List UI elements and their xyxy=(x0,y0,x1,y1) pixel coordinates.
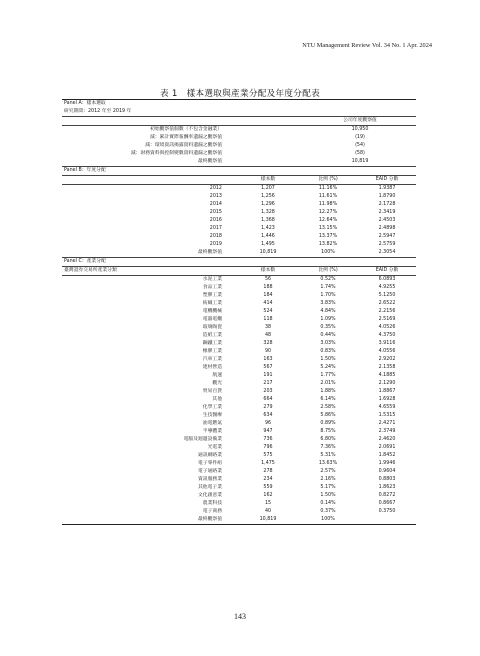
row-eaid: 0.9604 xyxy=(378,469,396,474)
row-percent: 1.74% xyxy=(320,285,336,290)
table-row xyxy=(62,356,416,364)
row-percent: 11.16% xyxy=(318,186,338,191)
row-industry: 其他 xyxy=(212,397,222,402)
row-count: 10,819 xyxy=(259,250,277,255)
row-count: 567 xyxy=(263,365,273,370)
row-value: 10,819 xyxy=(351,159,369,164)
panel-label: Panel C：產業分配 xyxy=(64,259,106,264)
table-row xyxy=(62,460,416,468)
table-row xyxy=(62,500,416,508)
table-row xyxy=(62,468,416,476)
column-header: 比例 (%) xyxy=(318,268,338,273)
row-count: 48 xyxy=(264,333,272,338)
row-count: 1,446 xyxy=(261,234,275,239)
row-count: 15 xyxy=(264,501,272,506)
row-value: (19) xyxy=(355,135,365,140)
row-percent: 3.83% xyxy=(320,301,336,306)
row-industry: 文化創意業 xyxy=(198,493,222,498)
table-row xyxy=(62,404,416,412)
row-percent: 2.57% xyxy=(320,469,336,474)
table-row xyxy=(62,396,416,404)
row-percent: 0.52% xyxy=(320,277,336,282)
row-year: 2018 xyxy=(209,234,222,239)
row-industry: 食品工業 xyxy=(202,285,222,290)
row-industry: 橡膠工業 xyxy=(202,349,222,354)
row-eaid: 5.1250 xyxy=(378,293,396,298)
row-value: (58) xyxy=(355,151,365,156)
table-row xyxy=(62,276,416,284)
panel-c-header xyxy=(62,267,416,276)
row-industry: 化學工業 xyxy=(202,405,222,410)
row-percent: 6.14% xyxy=(320,397,336,402)
table-row xyxy=(62,209,416,217)
row-percent: 13.37% xyxy=(318,234,338,239)
table-row xyxy=(62,193,416,201)
row-count: 1,207 xyxy=(261,186,275,191)
panel-a-header xyxy=(62,117,416,126)
row-percent: 1.70% xyxy=(320,293,336,298)
row-count: 328 xyxy=(263,341,273,346)
row-count: 575 xyxy=(263,453,273,458)
row-percent: 12.64% xyxy=(318,218,338,223)
row-industry: 半導體業 xyxy=(202,429,222,434)
row-eaid: 4.0556 xyxy=(378,349,396,354)
row-count: 1,296 xyxy=(261,202,275,207)
row-eaid: 2.9202 xyxy=(378,357,396,362)
row-industry: 資訊服務業 xyxy=(198,477,222,482)
table-row xyxy=(62,185,416,193)
row-eaid: 2.4271 xyxy=(378,421,396,426)
panel-period: 研究期間：2012 年至 2019 年 xyxy=(64,109,132,114)
row-count: 947 xyxy=(263,429,273,434)
row-count: 1,368 xyxy=(261,218,275,223)
column-header: 臺灣證券交易所產業分類 xyxy=(64,268,117,273)
column-header: 公司年度觀察值 xyxy=(343,118,377,123)
row-label: 最終觀察值 xyxy=(198,159,222,164)
row-eaid: 1.8623 xyxy=(378,485,396,490)
table-row xyxy=(62,372,416,380)
column-header: 樣本數 xyxy=(260,177,276,182)
table-row xyxy=(62,292,416,300)
column-header: EAID 分數 xyxy=(375,268,399,273)
row-percent: 5.31% xyxy=(320,453,336,458)
row-percent: 1.77% xyxy=(320,373,336,378)
row-year: 2014 xyxy=(209,202,222,207)
row-percent: 4.84% xyxy=(320,309,336,314)
panel-b-label xyxy=(62,167,416,176)
row-industry: 電機機械 xyxy=(202,309,222,314)
row-percent: 0.44% xyxy=(320,333,336,338)
table-row xyxy=(62,233,416,241)
row-percent: 11.61% xyxy=(318,194,338,199)
row-count: 234 xyxy=(263,477,273,482)
row-percent: 0.37% xyxy=(320,509,336,514)
row-percent: 6.80% xyxy=(320,437,336,442)
row-eaid: 1.9946 xyxy=(378,461,396,466)
panel-c-label xyxy=(62,258,416,267)
row-percent: 1.88% xyxy=(320,389,336,394)
row-industry: 電腦及週邊設備業 xyxy=(183,437,222,442)
row-year: 2013 xyxy=(209,194,222,199)
row-eaid: 4.1885 xyxy=(378,373,396,378)
table-title: 表 1 樣本選取與產業分配及年度分配表 xyxy=(160,89,320,99)
row-eaid: 2.0691 xyxy=(378,445,396,450)
row-eaid: 2.5169 xyxy=(378,317,396,322)
row-industry: 建材營造 xyxy=(202,365,222,370)
column-header: 比例 (%) xyxy=(318,177,338,182)
row-eaid: 1.5315 xyxy=(378,413,396,418)
row-count: 524 xyxy=(263,309,273,314)
table-row xyxy=(62,420,416,428)
row-eaid: 2.6522 xyxy=(378,301,396,306)
table-row xyxy=(62,364,416,372)
row-eaid: 2.1290 xyxy=(378,381,396,386)
table-row xyxy=(62,201,416,209)
table-row xyxy=(62,300,416,308)
table-row xyxy=(62,134,416,142)
row-percent: 11.98% xyxy=(318,202,338,207)
table-row xyxy=(62,316,416,324)
row-eaid: 0.8667 xyxy=(378,501,396,506)
table-row xyxy=(62,324,416,332)
row-industry: 電子商務 xyxy=(202,509,222,514)
row-industry: 紡織工業 xyxy=(202,301,222,306)
row-eaid: 2.3054 xyxy=(378,250,396,255)
row-count: 184 xyxy=(263,293,273,298)
row-eaid: 1.9387 xyxy=(378,186,396,191)
row-count: 1,495 xyxy=(261,242,275,247)
row-year: 2015 xyxy=(209,210,222,215)
row-count: 188 xyxy=(263,285,273,290)
row-count: 1,475 xyxy=(261,461,275,466)
panel-a-label xyxy=(62,100,416,108)
row-industry: 電器電纜 xyxy=(202,317,222,322)
row-eaid: 2.5759 xyxy=(378,242,396,247)
table-row xyxy=(62,444,416,452)
row-count: 634 xyxy=(263,413,273,418)
panel-b-header xyxy=(62,176,416,185)
row-eaid: 4.3750 xyxy=(378,333,396,338)
row-count: 664 xyxy=(263,397,273,402)
row-percent: 0.83% xyxy=(320,349,336,354)
table-row xyxy=(62,332,416,340)
row-percent: 13.15% xyxy=(318,226,338,231)
table-row xyxy=(62,225,416,233)
row-count: 1,256 xyxy=(261,194,275,199)
row-eaid: 2.3419 xyxy=(378,210,396,215)
row-count: 118 xyxy=(263,317,273,322)
column-header: 樣本數 xyxy=(260,268,276,273)
row-count: 278 xyxy=(263,469,273,474)
row-eaid: 2.1728 xyxy=(378,202,396,207)
row-count: 56 xyxy=(264,277,272,282)
row-year: 2012 xyxy=(209,186,222,191)
column-header: EAID 分數 xyxy=(375,177,399,182)
row-count: 10,819 xyxy=(259,517,277,522)
table-row xyxy=(62,340,416,348)
row-industry: 塑膠工業 xyxy=(202,293,222,298)
row-percent: 13.63% xyxy=(318,461,338,466)
table-row xyxy=(62,476,416,484)
row-industry: 航運 xyxy=(212,373,222,378)
row-value: (54) xyxy=(355,143,365,148)
row-eaid: 1.8452 xyxy=(378,453,396,458)
row-eaid: 0.8803 xyxy=(378,477,396,482)
row-count: 38 xyxy=(264,325,272,330)
row-eaid: 2.4620 xyxy=(378,437,396,442)
row-count: 96 xyxy=(264,421,272,426)
row-eaid: 4.6559 xyxy=(378,405,396,410)
panel-b-final xyxy=(62,249,416,258)
panel-c-final xyxy=(62,516,416,524)
row-percent: 5.17% xyxy=(320,485,336,490)
row-industry: 生技醫療 xyxy=(202,413,222,418)
table-row xyxy=(62,150,416,158)
row-count: 736 xyxy=(263,437,273,442)
panel-a-period xyxy=(62,108,416,117)
row-count: 559 xyxy=(263,485,273,490)
table-row xyxy=(62,217,416,225)
row-percent: 8.75% xyxy=(320,429,336,434)
row-eaid: 2.4898 xyxy=(378,226,396,231)
row-eaid: 0.8272 xyxy=(378,493,396,498)
row-count: 279 xyxy=(263,405,273,410)
panel-label: Panel A：樣本選取 xyxy=(64,101,106,106)
row-count: 1,423 xyxy=(261,226,275,231)
row-count: 90 xyxy=(264,349,272,354)
page-number: 143 xyxy=(234,612,246,621)
table-row xyxy=(62,484,416,492)
running-header: NTU Management Review Vol. 34 No. 1 Apr. 2024 xyxy=(302,42,432,49)
row-industry: 電子通路業 xyxy=(198,469,222,474)
row-percent: 0.89% xyxy=(320,421,336,426)
row-percent: 2.58% xyxy=(320,405,336,410)
row-percent: 2.01% xyxy=(320,381,336,386)
row-eaid: 1.8790 xyxy=(378,194,396,199)
row-industry: 通訊網路業 xyxy=(198,453,222,458)
row-percent: 3.03% xyxy=(320,341,336,346)
row-eaid: 2.4503 xyxy=(378,218,396,223)
table-row xyxy=(62,428,416,436)
row-industry: 觀光 xyxy=(212,381,222,386)
table-row xyxy=(62,142,416,150)
row-eaid: 2.5947 xyxy=(378,234,396,239)
data-table xyxy=(62,99,416,525)
row-eaid: 6.0893 xyxy=(378,277,396,282)
row-count: 217 xyxy=(263,381,273,386)
row-count: 40 xyxy=(264,509,272,514)
row-count: 796 xyxy=(263,445,273,450)
row-eaid: 0.3750 xyxy=(378,509,396,514)
row-count: 163 xyxy=(263,357,273,362)
row-percent: 0.14% xyxy=(320,501,336,506)
table-row xyxy=(62,126,416,134)
row-eaid: 2.2156 xyxy=(378,309,396,314)
table-row xyxy=(62,508,416,516)
row-label: 減：環境資訊揭露資料遺漏之觀察值 xyxy=(145,143,222,148)
row-label: 減：累計實際報酬率遺漏之觀察值 xyxy=(150,135,222,140)
row-industry: 鋼鐵工業 xyxy=(202,341,222,346)
panel-a-final xyxy=(62,158,416,167)
row-year: 2019 xyxy=(209,242,222,247)
table-row xyxy=(62,436,416,444)
row-percent: 2.16% xyxy=(320,477,336,482)
table-row xyxy=(62,308,416,316)
table-row xyxy=(62,452,416,460)
row-percent: 13.82% xyxy=(318,242,338,247)
row-industry: 其他電子業 xyxy=(198,485,222,490)
row-count: 414 xyxy=(263,301,273,306)
row-percent: 0.35% xyxy=(320,325,336,330)
row-label: 減：財務資料與控制變數資料遺漏之觀察值 xyxy=(130,151,222,156)
table-row xyxy=(62,412,416,420)
row-label: 初始觀察值個數（不包含金融業） xyxy=(150,127,222,132)
row-eaid: 1.8867 xyxy=(378,389,396,394)
row-percent: 1.50% xyxy=(320,357,336,362)
row-industry: 農業科技 xyxy=(202,501,222,506)
row-percent: 12.27% xyxy=(318,210,338,215)
panel-label: Panel B：年度分配 xyxy=(64,168,106,173)
table-row xyxy=(62,284,416,292)
row-eaid: 4.9255 xyxy=(378,285,396,290)
row-industry: 貿易百貨 xyxy=(202,389,222,394)
row-percent: 7.36% xyxy=(320,445,336,450)
row-year: 2017 xyxy=(209,226,222,231)
row-industry: 玻璃陶瓷 xyxy=(202,325,222,330)
table-row xyxy=(62,348,416,356)
table-row xyxy=(62,241,416,249)
row-percent: 1.09% xyxy=(320,317,336,322)
row-industry: 光電業 xyxy=(207,445,222,450)
row-industry: 造紙工業 xyxy=(202,333,222,338)
row-percent: 5.24% xyxy=(320,365,336,370)
row-eaid: 3.9116 xyxy=(378,341,396,346)
row-count: 162 xyxy=(263,493,273,498)
row-year: 2016 xyxy=(209,218,222,223)
row-eaid: 2.1358 xyxy=(378,365,396,370)
row-label: 最終觀察值 xyxy=(198,517,222,522)
row-value: 10,950 xyxy=(351,127,369,132)
table-row xyxy=(62,388,416,396)
table-row xyxy=(62,380,416,388)
row-industry: 油電燃氣 xyxy=(202,421,222,426)
row-industry: 電子零件組 xyxy=(198,461,222,466)
table-row xyxy=(62,492,416,500)
row-count: 191 xyxy=(263,373,273,378)
row-percent: 5.86% xyxy=(320,413,336,418)
row-percent: 100% xyxy=(321,517,335,522)
row-count: 203 xyxy=(263,389,273,394)
row-eaid: 2.3749 xyxy=(378,429,396,434)
row-label: 最終觀察值 xyxy=(198,250,222,255)
row-industry: 汽車工業 xyxy=(202,357,222,362)
row-percent: 100% xyxy=(321,250,335,255)
row-industry: 水泥工業 xyxy=(202,277,222,282)
row-percent: 1.50% xyxy=(320,493,336,498)
row-eaid: 1.6928 xyxy=(378,397,396,402)
row-count: 1,328 xyxy=(261,210,275,215)
row-eaid: 4.0526 xyxy=(378,325,396,330)
